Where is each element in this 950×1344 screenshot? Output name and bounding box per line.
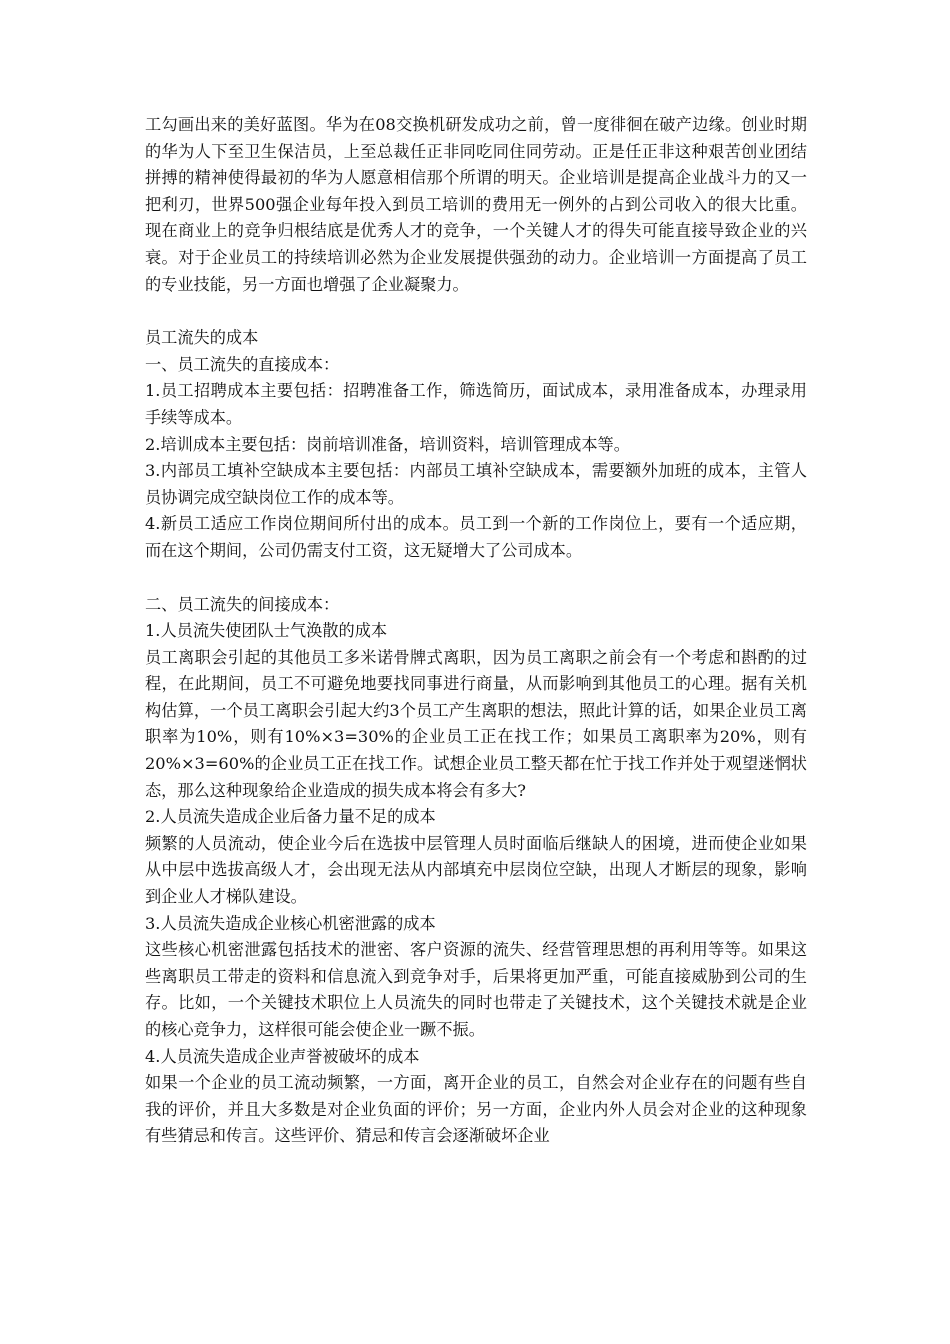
spacer [145,565,807,592]
direct-cost-item: 2.培训成本主要包括：岗前培训准备，培训资料，培训管理成本等。 [145,434,630,454]
direct-cost-item: 3.内部员工填补空缺成本主要包括：内部员工填补空缺成本，需要额外加班的成本，主管人员协调完成空缺岗位工作的成本等。 [145,461,807,507]
subsection-body: 这些核心机密泄露包括技术的泄密、客户资源的流失、经营管理思想的再利用等等。如果这些离职员工带走的资料和信息流入到竞争对手，后果将更加严重，可能直接威胁到公司的生存。比如，一个关键技术职位上人员流失的同时也带走了关键技术，这个关键技术就是企业的核心竞争力，这样很可能会使企业一蹶不振。 [145,940,807,1039]
subsection-title: 2.人员流失造成企业后备力量不足的成本 [145,807,436,827]
subsection-body: 如果一个企业的员工流动频繁，一方面，离开企业的员工，自然会对企业存在的问题有些自我的评价，并且大多数是对企业负面的评价；另一方面，企业内外人员会对企业的这种现象有些猜忌和传言。这些评价、猜忌和传言会逐渐破坏企业 [145,1073,807,1146]
section-title: 员工流失的成本 [145,328,259,348]
subsection-title: 4.人员流失造成企业声誉被破坏的成本 [145,1046,420,1066]
subsection-body: 频繁的人员流动，使企业今后在选拔中层管理人员时面临后继缺人的困境，进而使企业如果从中层中选拔高级人才，会出现无法从内部填充中层岗位空缺，出现人才断层的现象，影响到企业人才梯队建设。 [145,833,807,907]
direct-cost-heading: 一、员工流失的直接成本： [145,354,340,374]
subsection-body: 员工离职会引起的其他员工多米诺骨牌式离职，因为员工离职之前会有一个考虑和斟酌的过程，在此期间，员工不可避免地要找同事进行商量，从而影响到其他员工的心理。据有关机构估算，一个员工离职会引起大约3个员工产生离职的想法，照此计算的话，如果企业员工离职率为10%，则有10%×3=30%的企业员工正在找工作；如果员工离职率为20%，则有20%×3=60%的企业员工正在找工作。试想企业员工整天都在忙于找工作并处于观望迷惘状态，那么这种现象给企业造成的损失成本将会有多大? [145,647,807,800]
direct-cost-item: 4.新员工适应工作岗位期间所付出的成本。员工到一个新的工作岗位上，要有一个适应期，而在这个期间，公司仍需支付工资，这无疑增大了公司成本。 [145,514,807,560]
intro-paragraph: 工勾画出来的美好蓝图。华为在08交换机研发成功之前，曾一度徘徊在破产边缘。创业时期的华为人下至卫生保洁员，上至总裁任正非同吃同住同劳动。正是任正非这种艰苦创业团结拼搏的精神使得最初的华为人愿意相信那个所谓的明天。企业培训是提高企业战斗力的又一把利刃，世界500强企业每年投入到员工培训的费用无一例外的占到公司收入的很大比重。现在商业上的竞争归根结底是优秀人才的竞争，一个关键人才的得失可能直接导致企业的兴衰。对于企业员工的持续培训必然为企业发展提供强劲的动力。企业培训一方面提高了员工的专业技能，另一方面也增强了企业凝聚力。 [145,115,807,294]
direct-cost-item: 1.员工招聘成本主要包括：招聘准备工作，筛选简历，面试成本，录用准备成本，办理录用手续等成本。 [145,381,807,427]
indirect-cost-heading: 二、员工流失的间接成本： [145,594,340,614]
subsection-title: 3.人员流失造成企业核心机密泄露的成本 [145,913,436,933]
spacer [145,298,807,325]
document-body [145,112,807,1150]
subsection-title: 1.人员流失使团队士气涣散的成本 [145,621,388,641]
